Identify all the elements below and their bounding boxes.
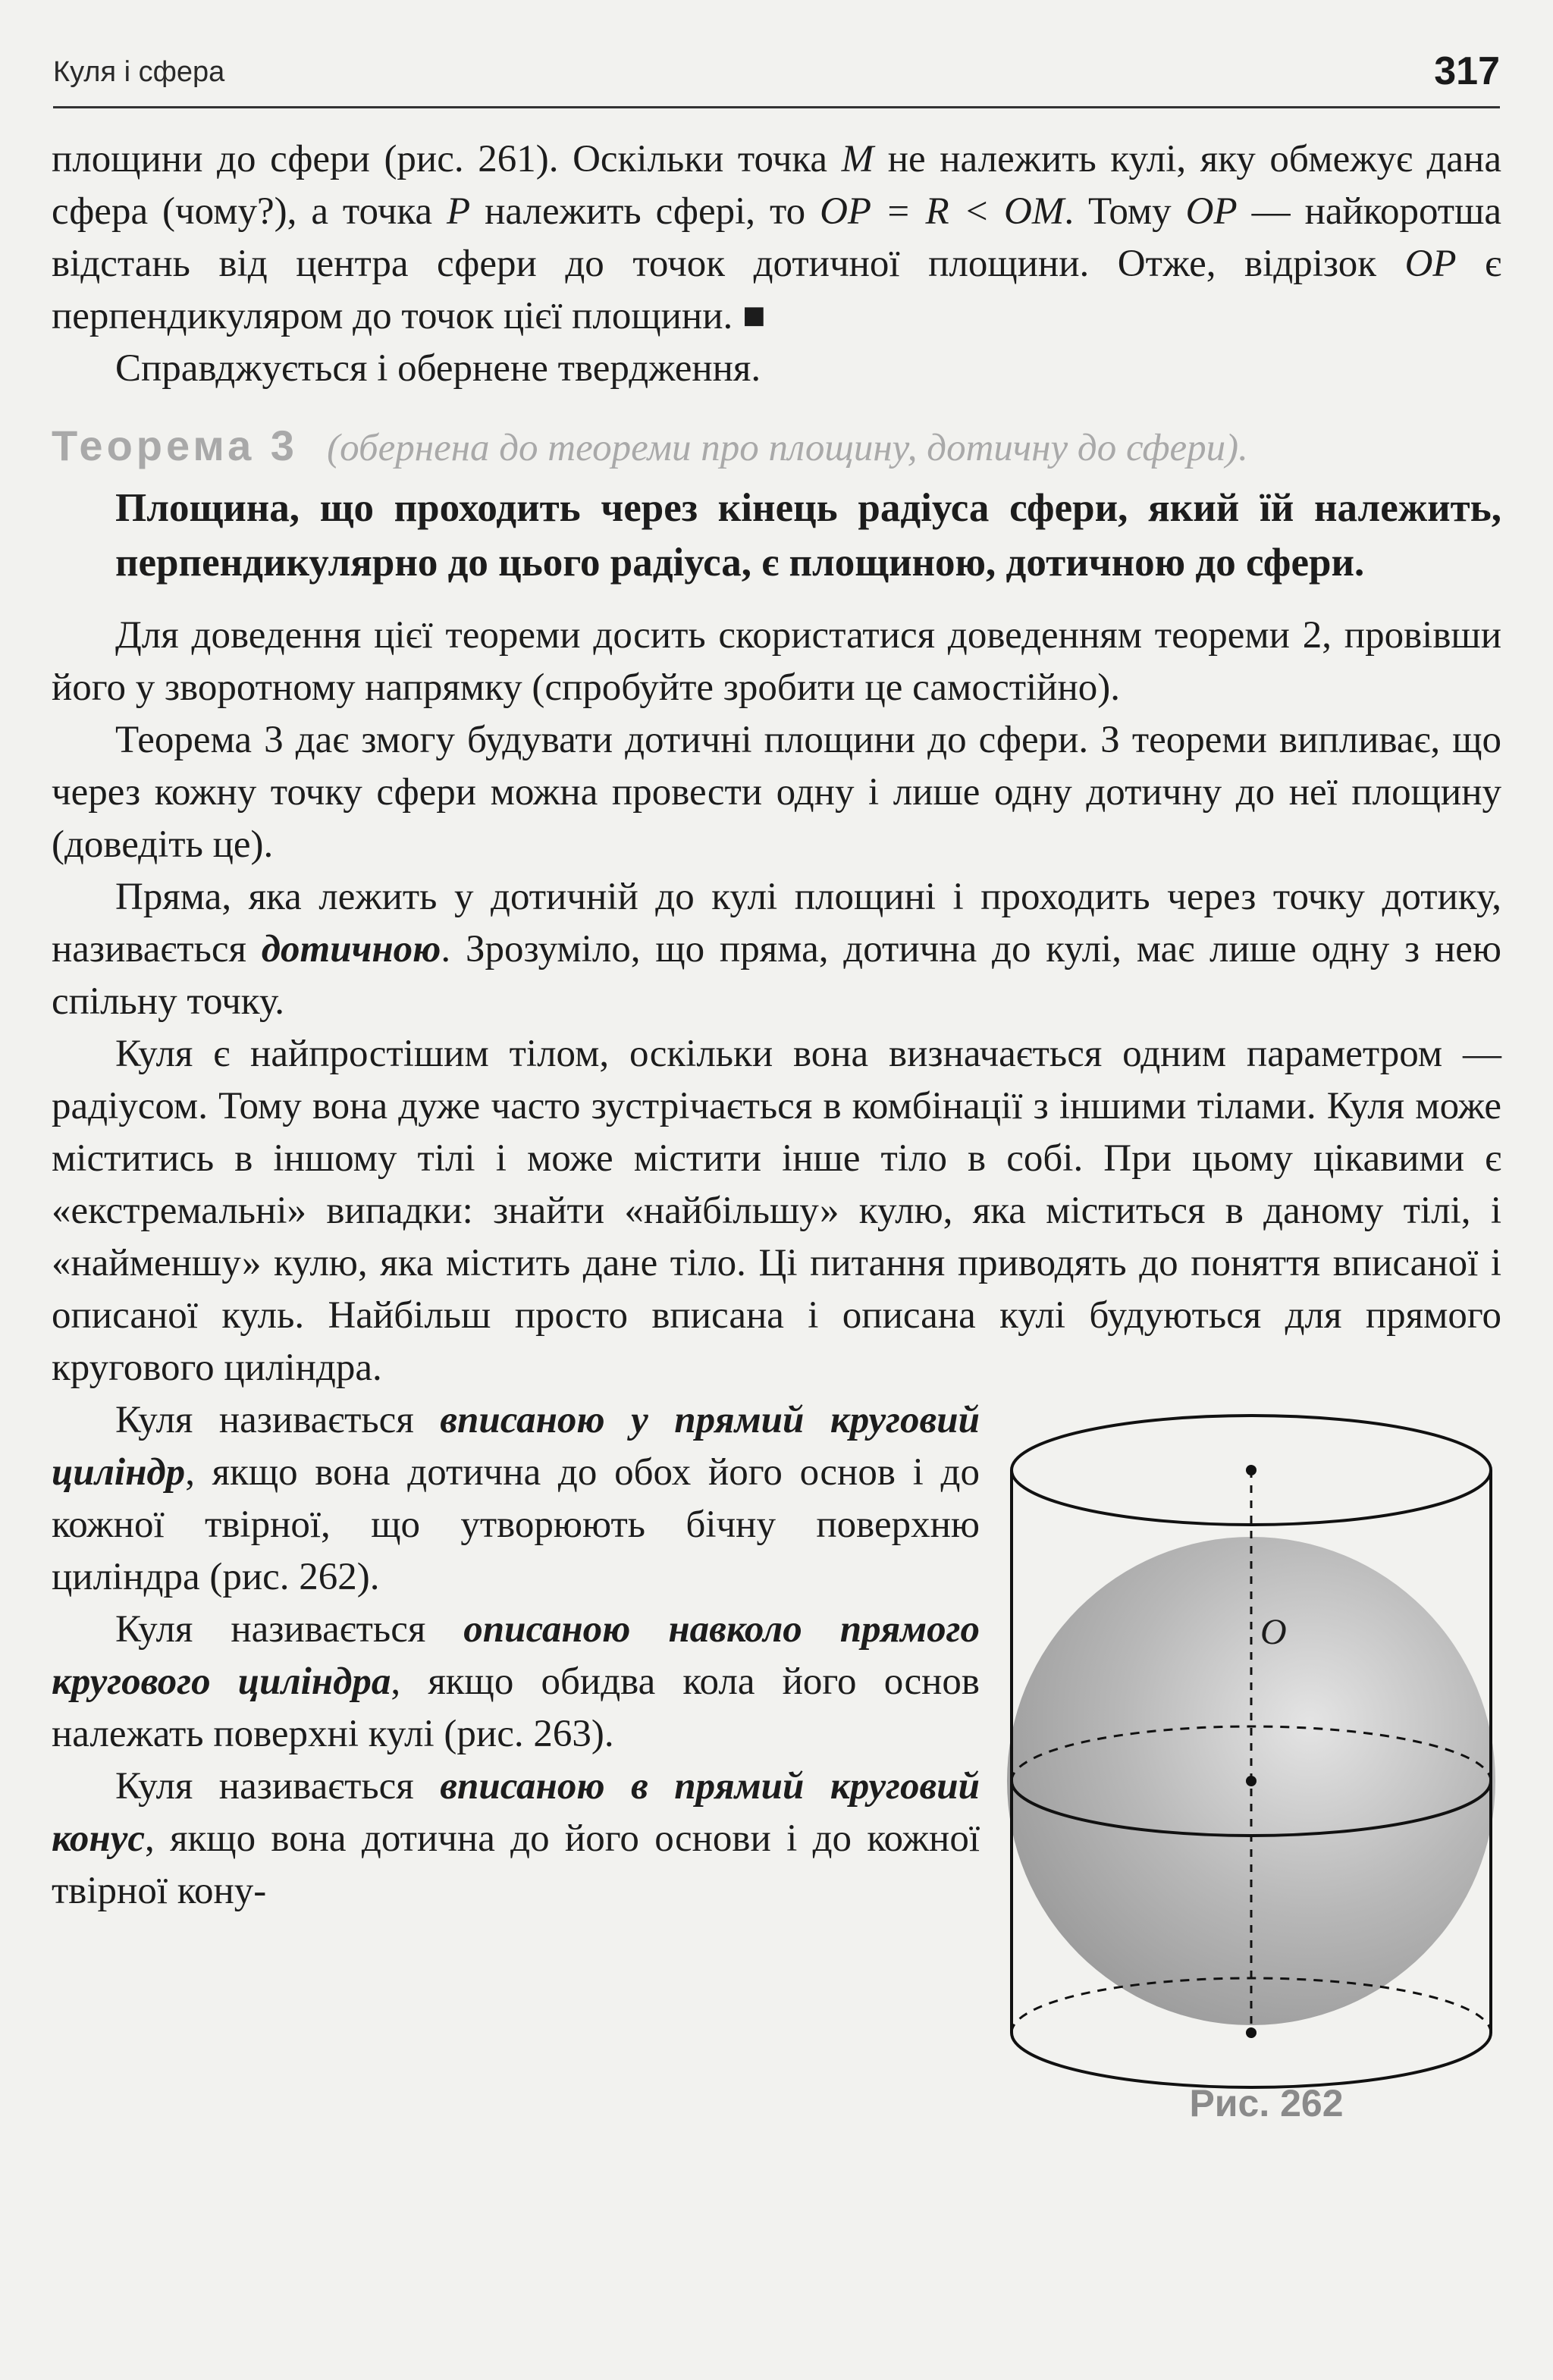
simplest-body-paragraph: Куля є найпростішим тілом, оскільки вона визначається одним параметром — радіусом. Тому вона дуже часто зустрічається в комбінації з іншими тілами. Куля може міститись в іншому тілі і може містити інше тіло в собі. При цьому цікавими є «екстремальні» випадки: знайти «найбільшу» кулю, яка міститься в даному тілі, і «найменшу» кулю, яка містить дане тіло. Ці питання приводять до поняття вписаної і описаної куль. Найбільш просто вписана і описана кулі будуються для прямого кругового циліндра.: [52, 1033, 1501, 1389]
definition-term: описаною навколо прямого кругового циліндра: [52, 1608, 980, 1703]
segment-op: OP: [1404, 243, 1457, 285]
tangent-text: . Зрозуміло, що пряма, дотична до кулі, має лише одну з нею спільну точку.: [52, 928, 1501, 1023]
point-m: M: [841, 138, 874, 180]
theorem-statement: Площина, що проходить через кінець радіуса сфери, який їй належить, перпендикулярно до цього радіуса, є площиною, дотичною до сфери.: [115, 486, 1501, 585]
intro-text: . Тому: [1064, 190, 1186, 233]
segment-op: OP: [1185, 190, 1238, 233]
inequality-formula: OP = R < OM: [820, 190, 1065, 233]
intro-paragraph: [52, 133, 1501, 343]
page-number: 317: [1434, 49, 1500, 93]
intro-text: — найкоротша відстань від центра сфери до точок дотичної площини. Отже, відрізок: [52, 190, 1502, 285]
running-header: [53, 45, 1500, 108]
page-body: [52, 133, 1501, 2153]
converse-paragraph: Справджується і обернене твердження.: [115, 347, 761, 390]
definition-text: , якщо вона дотична до обох його основ і до кожної твірної, що утворюють бічну поверхню циліндра (рис. 262).: [52, 1451, 980, 1598]
intro-text: площини до сфери (рис. 261). Оскільки точка: [52, 138, 842, 180]
definition-term: вписаною у прямий круговий циліндр: [52, 1399, 980, 1494]
definition-text: , якщо обидва кола його основ належать поверхні кулі (рис. 263).: [52, 1660, 980, 1755]
intro-text: належить сфері, то: [470, 190, 820, 233]
center-label: O: [1260, 1612, 1287, 1652]
center-point-o: [1246, 1776, 1257, 1786]
construction-paragraph: Теорема 3 дає змогу будувати дотичні площини до сфери. З теореми випливає, що через кожну точку сфери можна провести одну і лише одну дотичну до неї площину (доведіть це).: [52, 719, 1501, 866]
tangent-term: дотичною: [261, 928, 441, 971]
theorem-heading: [52, 421, 1501, 473]
point-p: P: [447, 190, 471, 233]
figure-caption: Рис. 262: [1189, 2082, 1344, 2124]
definition-text: Куля називається: [115, 1399, 441, 1441]
figure-section: [52, 1394, 1501, 2124]
theorem-note: (обернена до теореми про площину, дотичну до сфери).: [327, 427, 1248, 469]
section-title: Куля і сфера: [53, 56, 225, 88]
theorem-label: Теорема 3: [52, 422, 298, 469]
definition-text: Куля називається: [115, 1608, 464, 1651]
qed-mark: ■: [742, 295, 766, 337]
definition-text: , якщо вона дотична до його основи і до кожної твірної кону-: [52, 1817, 980, 1912]
intro-text: не належить кулі, яку обмежує дана сфера (чому?), а точка: [52, 138, 1501, 233]
top-center-point: [1246, 1465, 1257, 1475]
bottom-base-front: [1012, 2033, 1491, 2087]
tangent-text: Пряма, яка лежить у дотичній до кулі площині і проходить через точку дотику, називається: [52, 876, 1501, 971]
tangent-line-paragraph: [52, 871, 1501, 1028]
proof-paragraph: Для доведення цієї теореми досить скористатися доведенням теореми 2, провівши його у зворотному напрямку (спробуйте зробити це самостійно).: [52, 614, 1501, 709]
intro-text: є перпендикуляром до точок цієї площини.: [52, 243, 1501, 337]
definition-term: вписаною в прямий круговий конус: [52, 1765, 980, 1860]
cylinder-sphere-diagram: [1001, 1394, 1501, 2153]
bottom-center-point: [1246, 2027, 1257, 2038]
definition-text: Куля називається: [115, 1765, 441, 1808]
figure-262: [1001, 1394, 1501, 2153]
